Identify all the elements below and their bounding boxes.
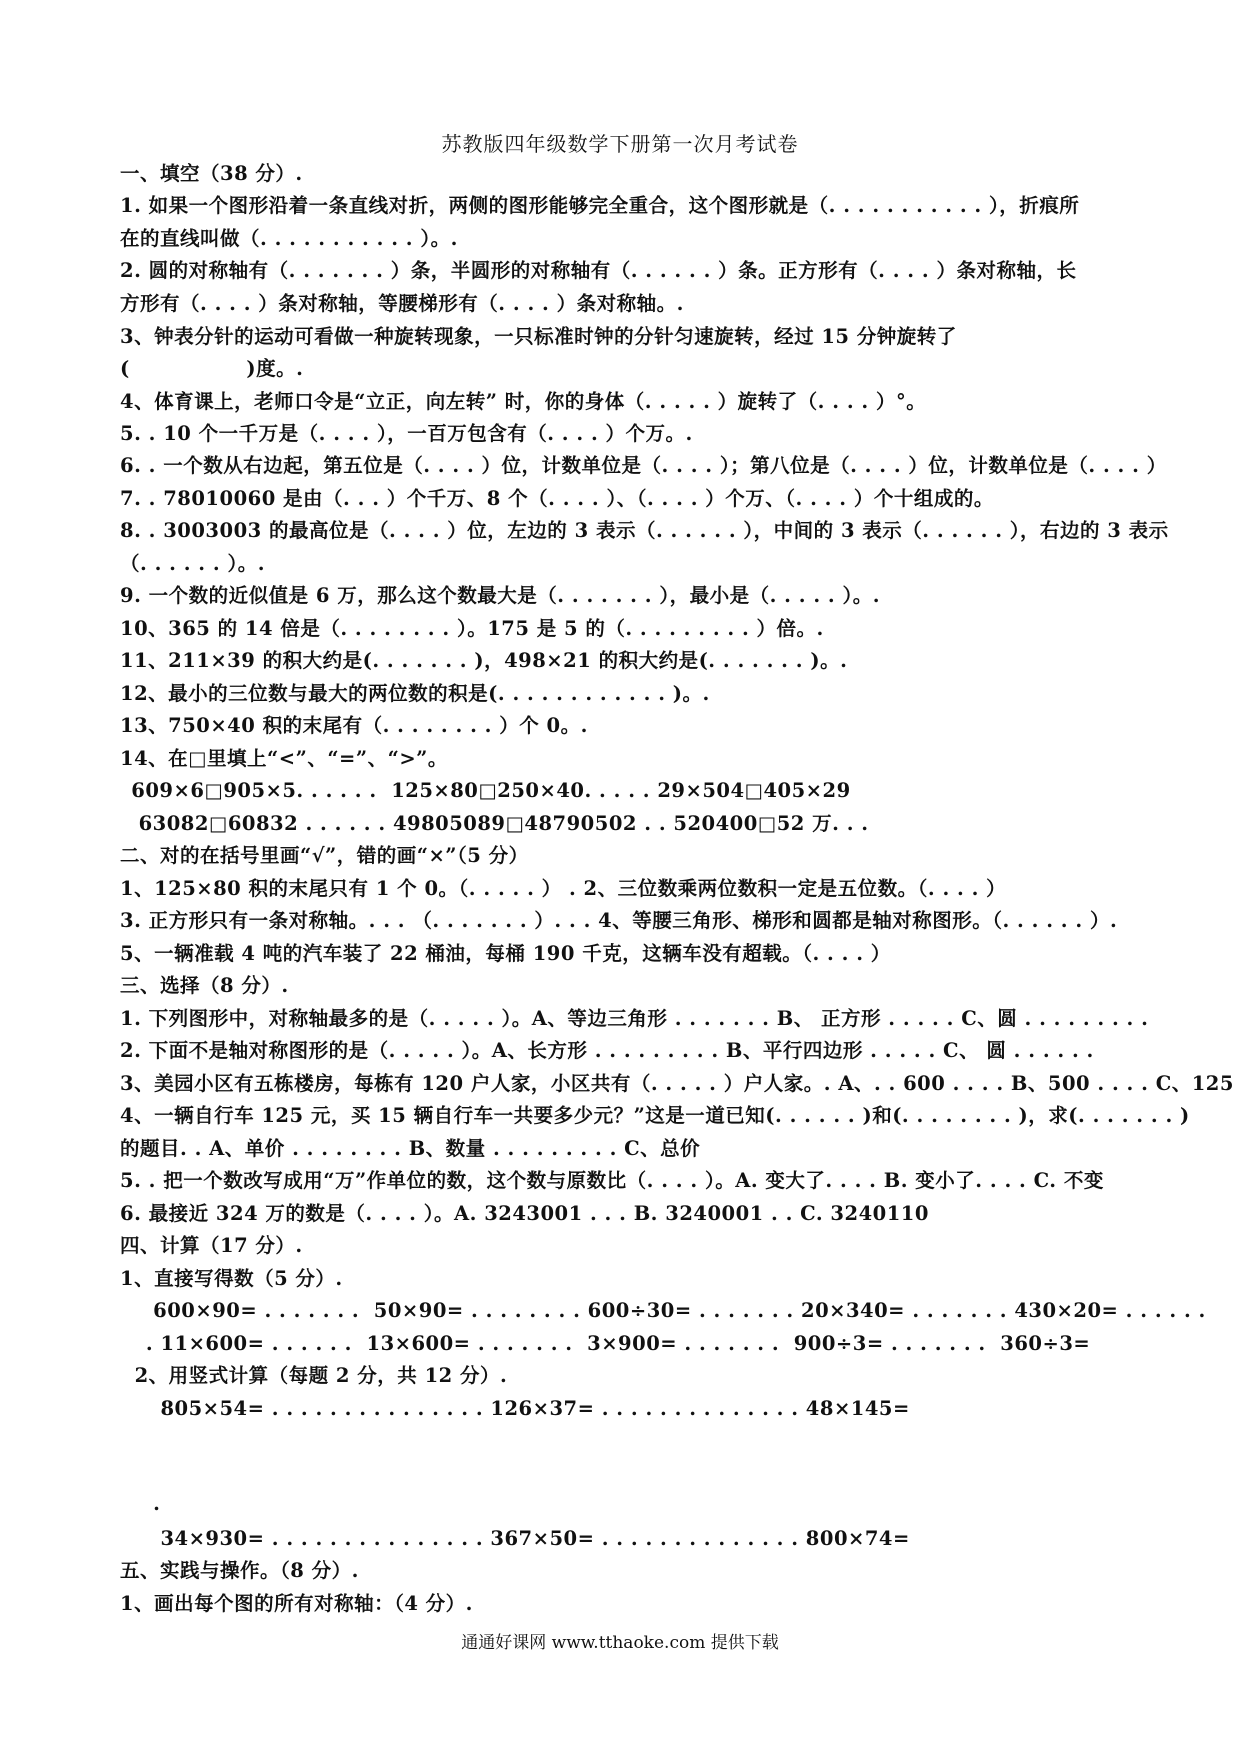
exam-line: 在的直线叫做（. . . . . . . . . . . ）。. [120, 227, 458, 250]
exam-line: 9. 一个数的近似值是 6 万，那么这个数最大是（. . . . . . . ），最小是（. . . . . ）。. [120, 584, 881, 607]
exam-line: 609×6□905×5. . . . . . 125×80□250×40. . . . . 29×504□405×29 [124, 779, 851, 802]
exam-line: 34×930= . . . . . . . . . . . . . . . 367×50= . . . . . . . . . . . . . . 800×74= [124, 1527, 910, 1550]
exam-line: 4、体育课上，老师口令是“立正，向左转” 时，你的身体（. . . . . ）旋转了（. . . . ）°。 [120, 390, 927, 413]
exam-line: 805×54= . . . . . . . . . . . . . . . 126×37= . . . . . . . . . . . . . . 48×145= [124, 1397, 910, 1420]
exam-line: 5、一辆准载 4 吨的汽车装了 22 桶油，每桶 190 千克，这辆车没有超载。（. . . . ） [120, 942, 891, 965]
exam-line: 四、计算（17 分）. [120, 1234, 303, 1257]
exam-line: 2、用竖式计算（每题 2 分，共 12 分）. [120, 1364, 508, 1387]
exam-line: 3、美园小区有五栋楼房，每栋有 120 户人家，小区共有（. . . . . ）户人家。. A、. . 600 . . . . B、500 . . . . C、125 [120, 1072, 1234, 1095]
exam-line: 二、对的在括号里画“√”，错的画“×”（5 分） [120, 844, 529, 867]
exam-line: 7. . 78010060 是由（. . . ）个千万、8 个（. . . . ）、（. . . . ）个万、（. . . . ）个十组成的。 [120, 487, 994, 510]
exam-line: 6. . 一个数从右边起，第五位是（. . . . ）位，计数单位是（. . . . ）；第八位是（. . . . ）位，计数单位是（. . . . ） [120, 454, 1167, 477]
exam-line: 1、125×80 积的末尾只有 1 个 0。（. . . . . ） . 2、三位数乘两位数积一定是五位数。（. . . . ） [120, 877, 1007, 900]
exam-line: 5. . 把一个数改写成用“万”作单位的数，这个数与原数比（. . . . ）。A. 变大了. . . . B. 变小了. . . . C. 不变 [120, 1169, 1104, 1192]
exam-line: 五、实践与操作。（8 分）. [120, 1559, 359, 1582]
exam-line: 2. 下面不是轴对称图形的是（. . . . . ）。A、长方形 . . . . . . . . . B、平行四边形 . . . . . C、 圆 . . . . . . [120, 1039, 1094, 1062]
exam-line: 14、在□里填上“<”、“=”、“>”。 [120, 747, 448, 770]
exam-line: 的题目. . A、单价 . . . . . . . . B、数量 . . . . . . . . . C、总价 [120, 1137, 701, 1160]
exam-line: 8. . 3003003 的最高位是（. . . . ）位，左边的 3 表示（. . . . . . ），中间的 3 表示（. . . . . . ），右边的 3 表示 [120, 519, 1169, 542]
exam-line: 12、最小的三位数与最大的两位数的积是(. . . . . . . . . . . . )。. [120, 682, 710, 705]
exam-line: 5. . 10 个一千万是（. . . . ），一百万包含有（. . . . ）个万。. [120, 422, 693, 445]
exam-line: . 11×600= . . . . . . 13×600= . . . . . . . 3×900= . . . . . . . 900÷3= . . . . . . . 360÷3= [124, 1332, 1091, 1355]
exam-line: 1. 下列图形中，对称轴最多的是（. . . . . ）。A、等边三角形 . . . . . . . B、 正方形 . . . . . C、圆 . . . . . . . . . [120, 1007, 1149, 1030]
exam-line: 3、钟表分针的运动可看做一种旋转现象，一只标准时钟的分针匀速旋转，经过 15 分钟旋转了 [120, 325, 957, 348]
page-title: 苏教版四年级数学下册第一次月考试卷 [441, 132, 799, 156]
exam-line: ( )度。. [120, 357, 304, 380]
exam-line: 1、直接写得数（5 分）. [120, 1267, 343, 1290]
exam-line: 4、一辆自行车 125 元，买 15 辆自行车一共要多少元？”这是一道已知(. . . . . . )和(. . . . . . . . )，求(. . . . . . . ) [120, 1104, 1190, 1127]
exam-line: . [124, 1492, 161, 1515]
page-footer: 通通好课网 www.tthaoke.com 提供下载 [461, 1633, 779, 1653]
exam-line: 三、选择（8 分）. [120, 974, 289, 997]
exam-line: 3. 正方形只有一条对称轴。. . . （. . . . . . . ）. . . 4、等腰三角形、梯形和圆都是轴对称图形。（. . . . . . ）. [120, 909, 1118, 932]
exam-line: 10、365 的 14 倍是（. . . . . . . . ）。175 是 5 的（. . . . . . . . . ）倍。. [120, 617, 824, 640]
exam-line: 2. 圆的对称轴有（. . . . . . . ）条，半圆形的对称轴有（. . . . . . ）条。正方形有（. . . . ）条对称轴，长 [120, 259, 1077, 282]
exam-line: 6. 最接近 324 万的数是（. . . . ）。A. 3243001 . . . B. 3240001 . . C. 3240110 [120, 1202, 929, 1225]
exam-line: 13、750×40 积的末尾有（. . . . . . . . ）个 0。. [120, 714, 588, 737]
exam-line: 方形有（. . . . ）条对称轴，等腰梯形有（. . . . ）条对称轴。. [120, 292, 684, 315]
exam-line: 1、画出每个图的所有对称轴：（4 分）. [120, 1592, 473, 1615]
exam-line: 一、填空（38 分）. [120, 162, 303, 185]
exam-line: （. . . . . . ）。. [120, 552, 266, 575]
exam-line: 1. 如果一个图形沿着一条直线对折，两侧的图形能够完全重合，这个图形就是（. . . . . . . . . . . ），折痕所 [120, 194, 1080, 217]
exam-line: 600×90= . . . . . . . 50×90= . . . . . . . . 600÷30= . . . . . . . 20×340= . . . . . . . 430×20= . . . . . . [124, 1299, 1206, 1322]
exam-line: 11、211×39 的积大约是(. . . . . . . )，498×21 的积大约是(. . . . . . . )。. [120, 649, 848, 672]
exam-line: 63082□60832 . . . . . . 49805089□48790502 . . 520400□52 万. . . [124, 812, 869, 835]
